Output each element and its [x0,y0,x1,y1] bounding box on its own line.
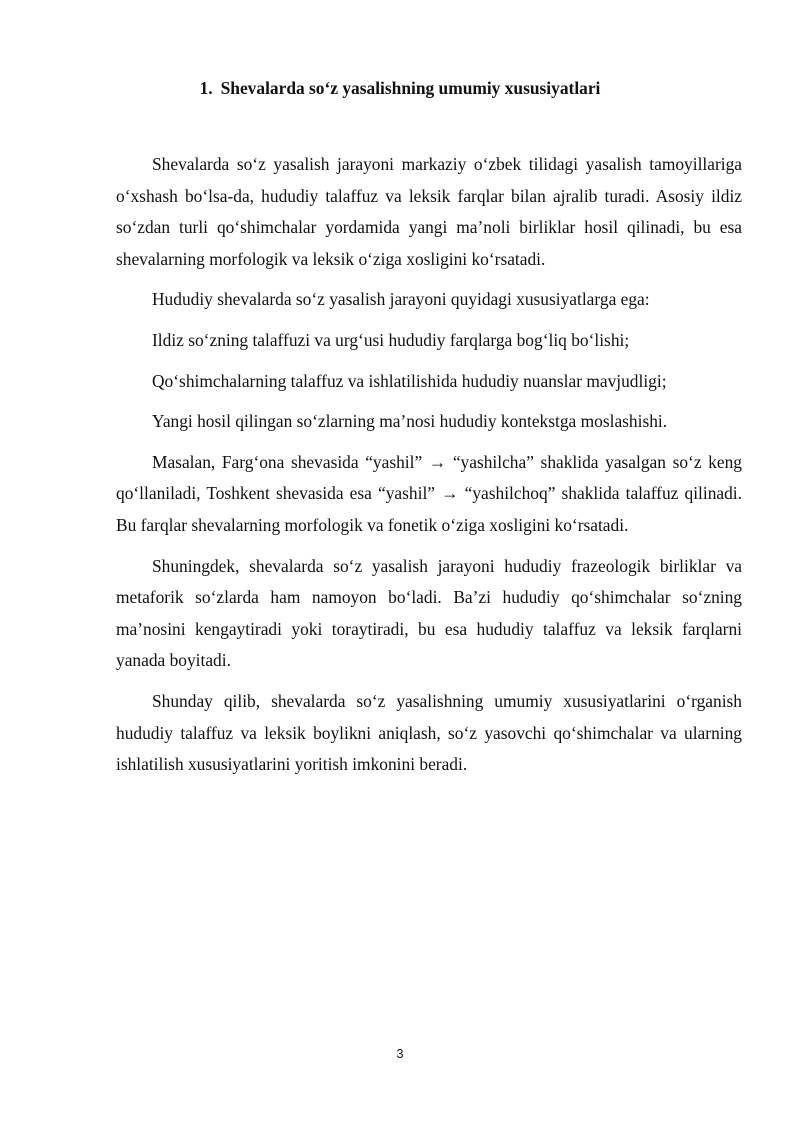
document-body [116,149,742,790]
section-title: Shevalarda so‘z yasalishning umumiy xususiyatlari [220,78,601,98]
list-item-suffix-nuances: Qo‘shimchalarning talaffuz va ishlatilishida hududiy nuanslar mavjudligi; [152,370,667,391]
paragraph-features-lead: Hududiy shevalarda so‘z yasalish jarayoni quyidagi xususiyatlarga ega: [152,289,650,310]
paragraph-phraseology: Shuningdek, shevalarda so‘z yasalish jarayoni hududiy frazeologik birliklar va metaforik so‘zlarda ham namoyon bo‘ladi. Ba’zi hududiy qo‘shimchalar so‘zning ma’nosini kengaytiradi yoki toraytiradi, bu esa hududiy talaffuz va leksik farqlarni yanada boyitadi. [116,555,742,671]
section-number: 1. [199,78,213,98]
section-heading [0,76,800,100]
paragraph-example: Masalan, Farg‘ona shevasida “yashil” → “yashilcha” shaklida yasalgan so‘z keng qo‘llaniladi, Toshkent shevasida esa “yashil” → “yashilchoq” shaklida talaffuz qilinadi. Bu farqlar shevalarning morfologik va fonetik o‘ziga xosligini ko‘rsatadi. [116,451,742,535]
paragraph-intro: Shevalarda so‘z yasalish jarayoni markaziy o‘zbek tilidagi yasalish tamoyillariga o‘xshash bo‘lsa-da, hududiy talaffuz va leksik farqlar bilan ajralib turadi. Asosiy ildiz so‘zdan turli qo‘shimchalar yordamida yangi ma’noli birliklar hosil qilinadi, bu esa shevalarning morfologik va leksik o‘ziga xosligini ko‘rsatadi. [116,154,742,269]
paragraph-conclusion: Shunday qilib, shevalarda so‘z yasalishning umumiy xususiyatlarini o‘rganish hududiy talaffuz va leksik boylikni aniqlash, so‘z yasovchi qo‘shimchalar va ularning ishlatilish xususiyatlarini yoritish imkonini beradi. [116,690,742,775]
list-item-meaning-adaptation: Yangi hosil qilingan so‘zlarning ma’nosi hududiy kontekstga moslashishi. [152,411,668,432]
page-number: 3 [396,1047,404,1061]
list-item-root-pronunciation: Ildiz so‘zning talaffuzi va urg‘usi hududiy farqlarga bog‘liq bo‘lishi; [152,329,630,350]
